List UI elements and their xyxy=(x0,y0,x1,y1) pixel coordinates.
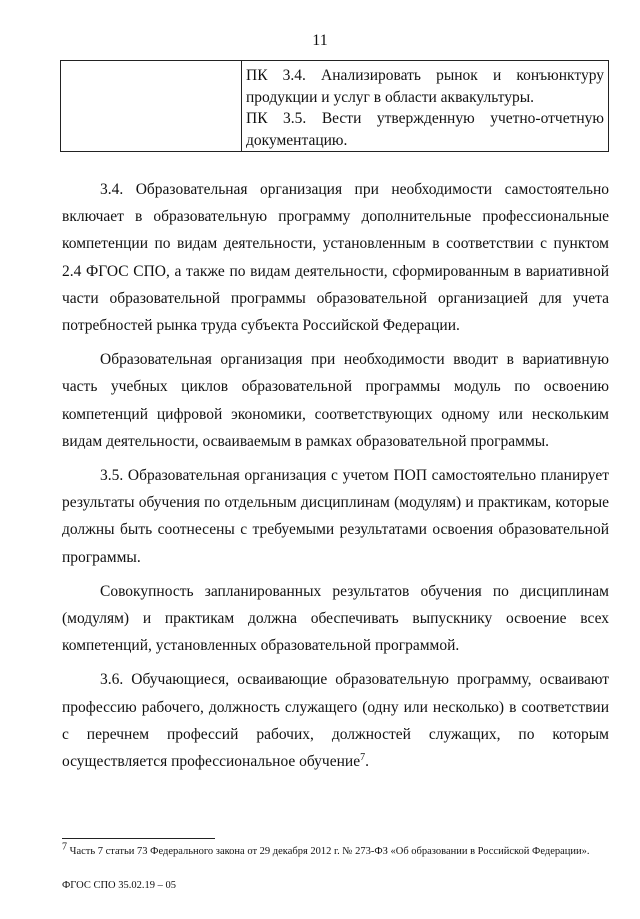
competency-pk-3-4: ПК 3.4. Анализировать рынок и конъюнктуру продукции и услуг в области аквакультуры. xyxy=(246,67,604,106)
footnote-reference: 7 xyxy=(360,751,366,763)
table-competency-cell xyxy=(242,61,608,151)
paragraph-learning-outcomes: Совокупность запланированных результатов обучения по дисциплинам (модулям) и практикам должна обеспечивать выпускнику освоение всех компетенций, установленных образовательной программой. xyxy=(62,582,609,655)
paragraph-digital-economy: Образовательная организация при необходимости вводит в вариативную часть учебных циклов образовательной программы модуль по освоению компетенций цифровой экономики, соответствующих одному или нескольким видам деятельности, осваиваемым в рамках образовательной программы. xyxy=(62,351,609,450)
footnote-separator xyxy=(62,838,215,839)
footnote xyxy=(62,841,622,859)
footnote-marker: 7 xyxy=(62,841,67,853)
table-empty-cell xyxy=(61,61,242,151)
competency-pk-3-5: ПК 3.5. Вести утвержденную учетно-отчетную документацию. xyxy=(246,110,604,149)
body-text xyxy=(62,176,609,775)
paragraph-3-4: 3.4. Образовательная организация при необходимости самостоятельно включает в образовательную программу дополнительные профессиональные компетенции по видам деятельности, установленным в соответствии с пунктом 2.4 ФГОС СПО, а также по видам деятельности, сформированным в вариативной части образовательной программы образовательной организацией для учета потребностей рынка труда субъекта Российской Федерации. xyxy=(62,181,609,335)
paragraph-3-5: 3.5. Образовательная организация с учетом ПОП самостоятельно планирует результаты обучения по отдельным дисциплинам (модулям) и практикам, которые должны быть соотнесены с требуемыми результатами освоения образовательной программы. xyxy=(62,467,609,566)
paragraph-3-6: 3.6. Обучающиеся, осваивающие образовательную программу, осваивают профессию рабочего, должность служащего (одну или несколько) в соответствии с перечнем профессий рабочих, должностей служащих, по которым осуществляется профессиональное обучение$^7$. xyxy=(62,671,609,771)
page-number: 11 xyxy=(312,32,328,49)
paragraph-3-6-text: 3.6. Обучающиеся, осваивающие образовательную программу, осваивают профессию рабочего, должность служащего (одну или несколько) в соответствии с перечнем профессий рабочих, должностей служащих, по которым осуществляется профессиональное обучение xyxy=(62,671,609,771)
document-code: ФГОС СПО 35.02.19 – 05 xyxy=(62,880,176,891)
competency-table xyxy=(60,60,609,152)
footnote-text: Часть 7 статьи 73 Федерального закона от 29 декабря 2012 г. № 273-ФЗ «Об образовании в Российской Федерации». xyxy=(69,846,590,857)
